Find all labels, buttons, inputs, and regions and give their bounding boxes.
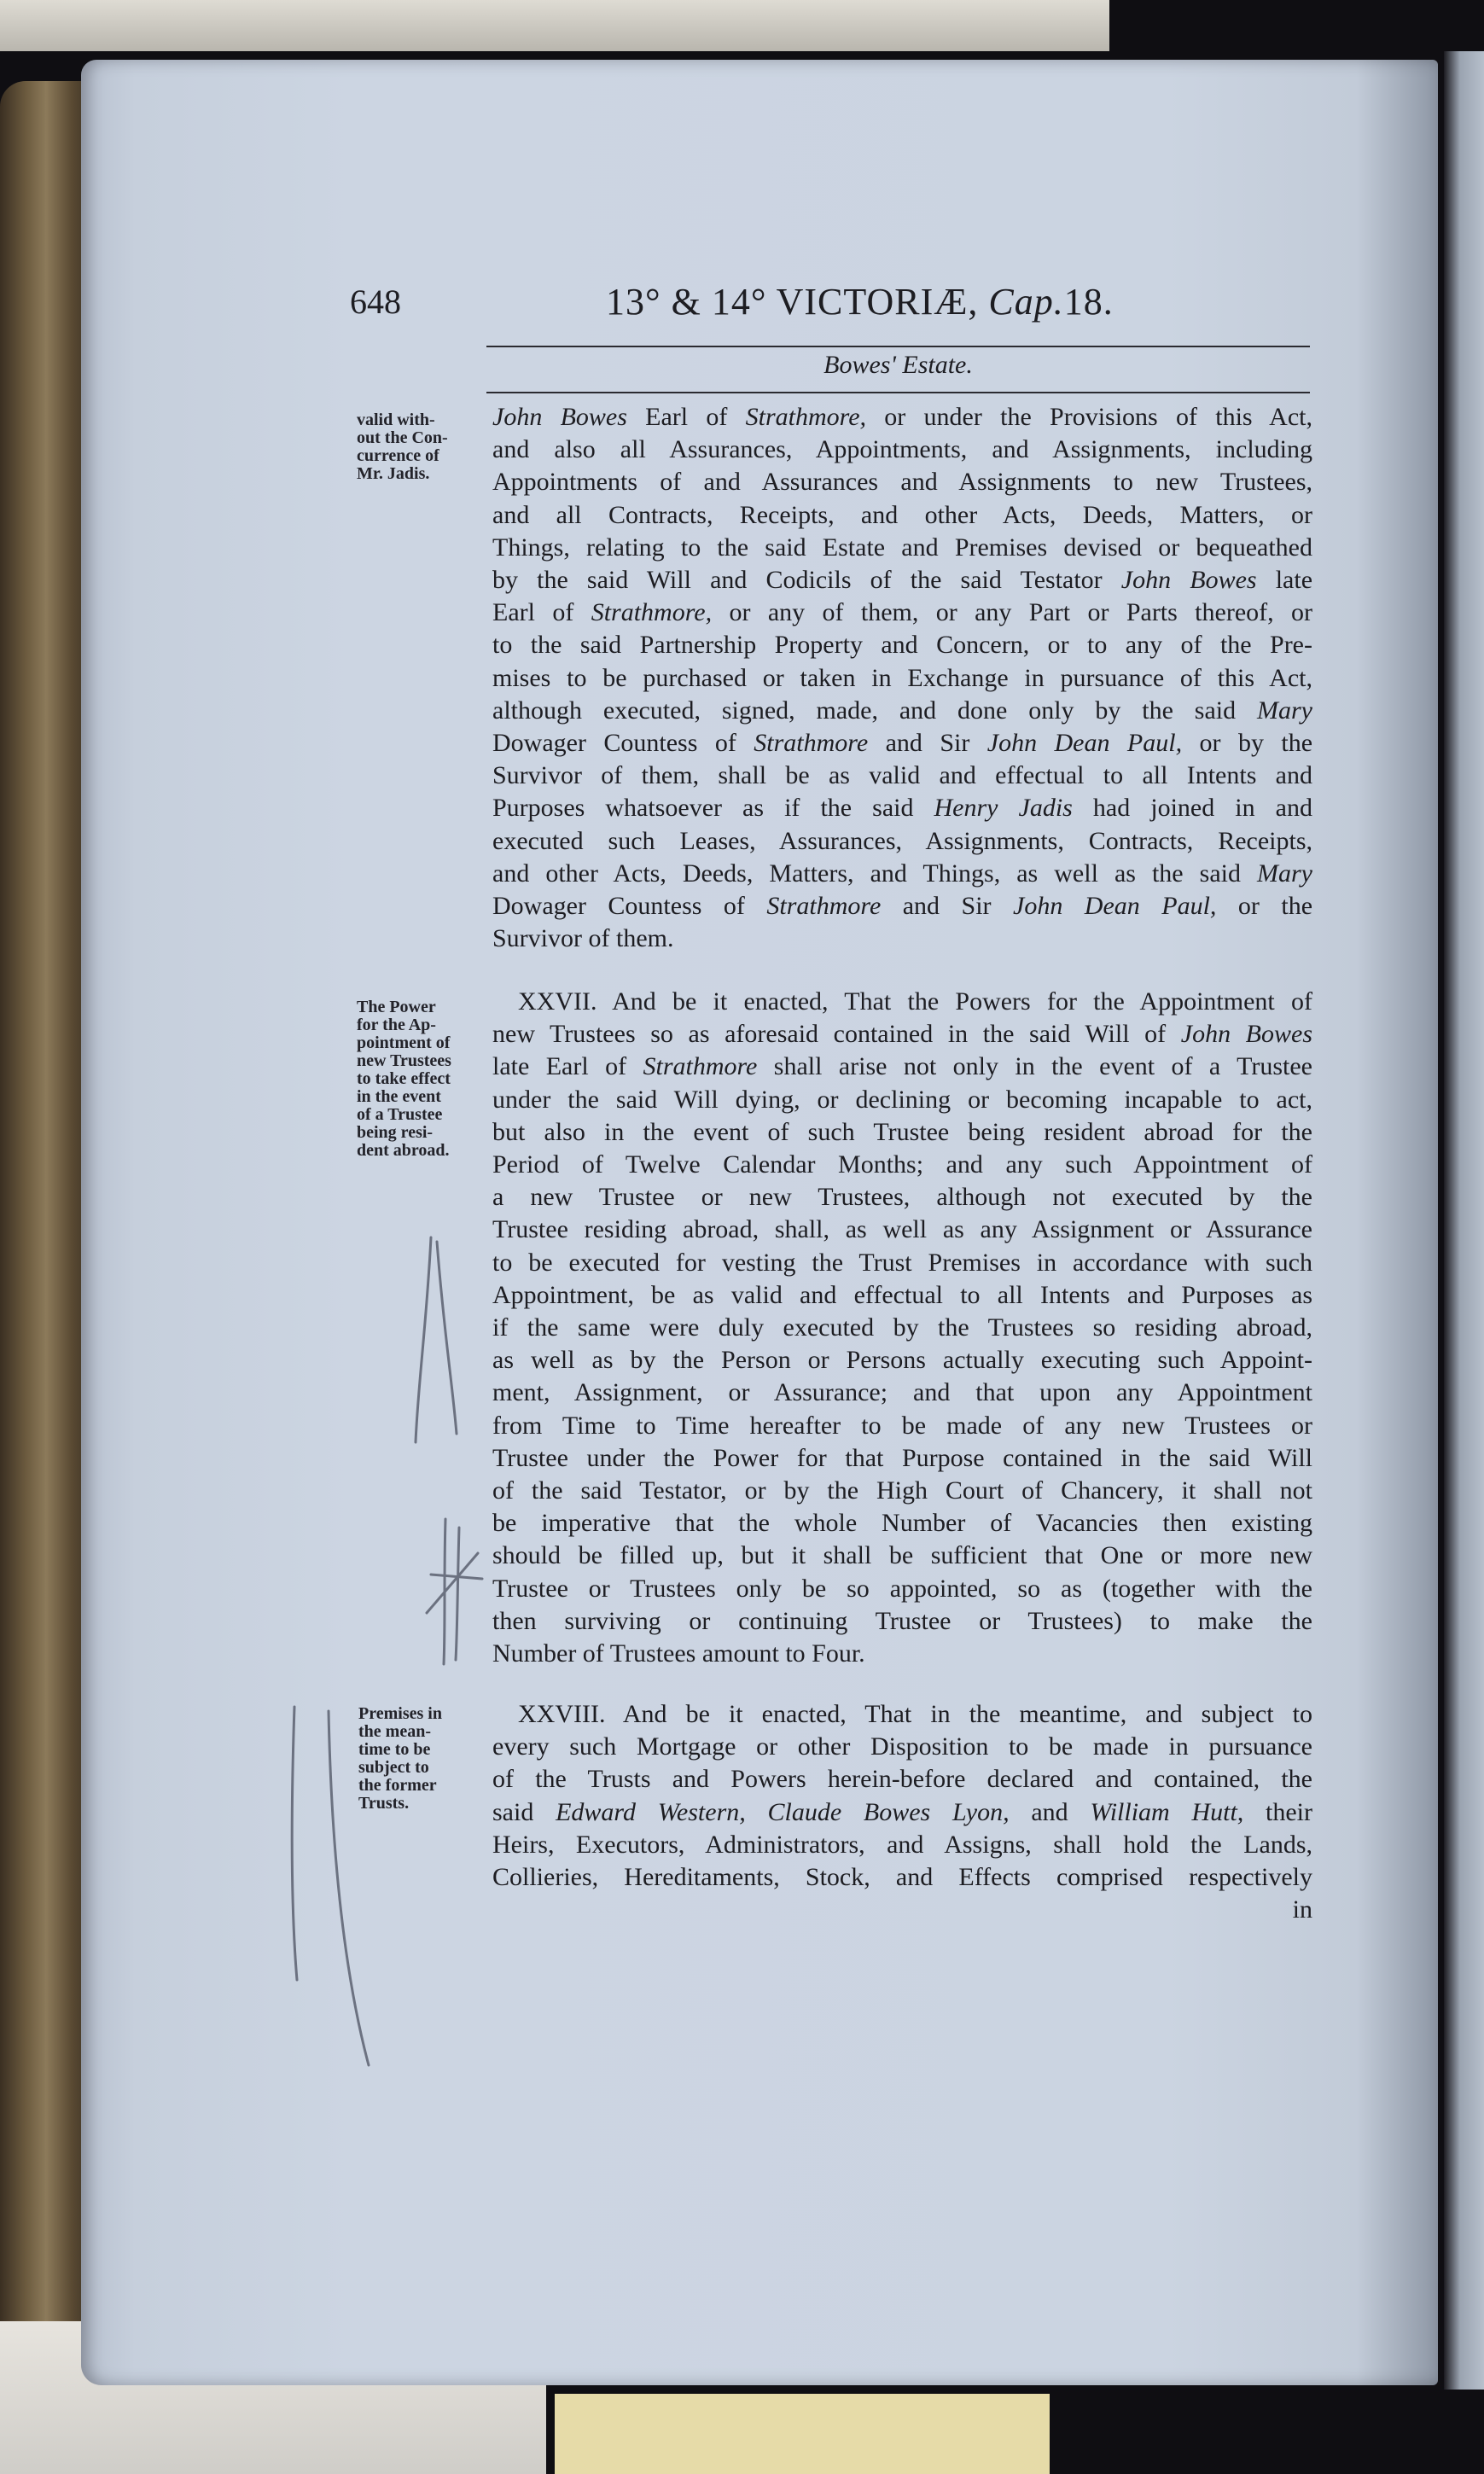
text-line: under the said Will dying, or declining or becoming incapable to act, [492, 1085, 1312, 1114]
margin-note-line: to take effect [357, 1069, 451, 1088]
text-line: Appointment, be as valid and effectual to all Intents and Purposes as [492, 1280, 1312, 1309]
pencil-stroke [292, 1707, 297, 1980]
italic-name: Edward Western, [556, 1797, 746, 1826]
text-line: Number of Trustees amount to Four. [492, 1639, 865, 1668]
text-line: XXVII. And be it enacted, That the Powers for the Appointment of [518, 987, 1312, 1016]
act-cap-label: Cap. [988, 281, 1064, 323]
text-segment: new Trustees so as aforesaid contained in the said Will of [492, 1020, 1181, 1049]
text-line: Period of Twelve Calendar Months; and any such Appointment of [492, 1150, 1312, 1179]
text-line: ment, Assignment, or Assurance; and that upon any Appointment [492, 1378, 1312, 1407]
pencil-stroke [427, 1553, 478, 1613]
text-segment: by the said Will and Codicils of the said Testator [492, 566, 1121, 595]
text-segment: Earl of [492, 598, 591, 627]
margin-note-line: The Power [357, 998, 436, 1016]
italic-name: Claude Bowes Lyon, [767, 1797, 1010, 1826]
text-line: Trustee under the Power for that Purpose contained in the said Will [492, 1443, 1312, 1472]
text-segment: Purposes whatsoever as if the said [492, 794, 934, 823]
page-number: 648 [350, 282, 401, 321]
margin-note-line: currence of [357, 446, 439, 465]
text-line: then surviving or continuing Trustee or Trustees) to make the [492, 1606, 1312, 1635]
text-segment: or under the Provisions of this Act, [866, 403, 1313, 431]
text-segment: and other Acts, Deeds, Matters, and Things, as well as the said [492, 859, 1258, 888]
text-segment: late [1256, 566, 1313, 595]
text-line: Survivor of them. [492, 924, 674, 953]
text-line: every such Mortgage or other Disposition to be made in pursuance [492, 1732, 1312, 1761]
italic-name: Henry Jadis [934, 794, 1073, 823]
margin-note-line: Trusts. [358, 1794, 410, 1813]
italic-name: John Bowes [492, 403, 627, 431]
text-line: mises to be purchased or taken in Exchange in pursuance of this Act, [492, 663, 1312, 692]
text-line: XXVIII. And be it enacted, That in the meantime, and subject to [518, 1700, 1312, 1728]
text-line: Collieries, Hereditaments, Stock, and Effects comprised respectively [492, 1863, 1312, 1892]
text-segment: and [1009, 1797, 1091, 1826]
margin-note-line: being resi- [357, 1123, 434, 1142]
text-segment: and Sir [881, 892, 1014, 921]
text-line: if the same were duly executed by the Trustees so residing abroad, [492, 1313, 1312, 1342]
margin-note-line: the mean- [358, 1722, 431, 1741]
text-line: Trustee residing abroad, shall, as well as any Assignment or Assurance [492, 1215, 1312, 1244]
text-segment: Earl of [626, 403, 746, 431]
pencil-stroke [416, 1237, 431, 1442]
text-segment: or any of them, or any Part or Parts thereof, or [712, 598, 1312, 627]
margin-note-line: dent abroad. [357, 1141, 450, 1160]
text-line: executed such Leases, Assurances, Assignments, Contracts, Receipts, [492, 826, 1312, 855]
text-line: and also all Assurances, Appointments, and Assignments, including [492, 435, 1312, 464]
pencil-stroke [456, 1528, 459, 1660]
italic-name: Mary [1257, 696, 1312, 725]
text-line: from Time to Time hereafter to be made of any new Trustees or [492, 1411, 1312, 1440]
text-line: Trustee or Trustees only be so appointed, so as (together with the [492, 1574, 1312, 1603]
text-segment: their [1243, 1797, 1313, 1826]
text-segment: and Sir [868, 729, 987, 758]
text-line: Survivor of them, shall be as valid and effectual to all Intents and [492, 761, 1312, 790]
italic-name: Mary [1257, 859, 1312, 888]
text-line: should be filled up, but it shall be sufficient that One or more new [492, 1541, 1312, 1570]
text-line: a new Trustee or new Trustees, although not executed by the [492, 1183, 1312, 1212]
text-segment: shall arise not only in the event of a Trustee [757, 1052, 1313, 1081]
margin-note-line: subject to [358, 1758, 429, 1777]
text-line: of the Trusts and Powers herein-before declared and contained, the [492, 1765, 1312, 1794]
text-segment: Dowager Countess of [492, 729, 754, 758]
text-line: as well as by the Person or Persons actually executing such Appoint- [492, 1346, 1312, 1375]
text-segment: had joined in and [1072, 794, 1312, 823]
italic-name: John Dean Paul, [1013, 892, 1217, 921]
text-line: of the said Testator, or by the High Court of Chancery, it shall not [492, 1476, 1312, 1505]
text-line: Appointments of and Assurances and Assignments to new Trustees, [492, 468, 1312, 497]
text-line: Heirs, Executors, Administrators, and Assigns, shall hold the Lands, [492, 1830, 1312, 1859]
margin-note-line: new Trustees [357, 1051, 451, 1070]
text-segment: although executed, signed, made, and done only by the said [492, 696, 1258, 725]
act-title-text: 13° & 14° VICTORIÆ, [606, 281, 979, 323]
text-line: but also in the event of such Trustee being resident abroad for the [492, 1117, 1312, 1146]
text-segment: Dowager Countess of [492, 892, 767, 921]
italic-name: John Bowes [1120, 566, 1257, 595]
text-line: and all Contracts, Receipts, and other Acts, Deeds, Matters, or [492, 500, 1312, 529]
italic-name: John Bowes [1180, 1020, 1312, 1049]
text-line: to be executed for vesting the Trust Premises in accordance with such [492, 1248, 1312, 1277]
text-segment: or the [1216, 892, 1313, 921]
text-line: in [1292, 1895, 1312, 1924]
running-head: Bowes' Estate. [823, 351, 973, 379]
margin-note-line: time to be [358, 1740, 431, 1759]
margin-note-line: for the Ap- [357, 1016, 436, 1034]
text-segment: or by the [1182, 729, 1313, 758]
text-line: be imperative that the whole Number of Vacancies then existing [492, 1509, 1312, 1538]
text-line: to the said Partnership Property and Concern, or to any of the Pre- [492, 631, 1312, 660]
margin-note-line: Premises in [358, 1704, 442, 1723]
margin-note-line: valid with- [357, 410, 435, 429]
italic-name: John Dean Paul, [986, 729, 1183, 758]
margin-note-line: in the event [357, 1087, 441, 1106]
italic-name: Strathmore [643, 1052, 758, 1081]
text-segment: said [492, 1797, 556, 1826]
italic-name: William Hutt, [1090, 1797, 1244, 1826]
italic-name: Strathmore, [591, 598, 713, 627]
act-cap-number: 18. [1063, 281, 1114, 323]
margin-note-line: of a Trustee [357, 1105, 443, 1124]
margin-note-line: the former [358, 1776, 437, 1795]
italic-name: Strathmore [766, 892, 882, 921]
italic-name: Strathmore, [745, 403, 867, 431]
text-segment: late Earl of [492, 1052, 643, 1081]
italic-name: Strathmore [754, 729, 869, 758]
margin-note-line: pointment of [357, 1033, 451, 1052]
pencil-stroke [329, 1711, 369, 2065]
text-line: Things, relating to the said Estate and Premises devised or bequeathed [492, 533, 1312, 562]
margin-note-line: Mr. Jadis. [357, 464, 430, 483]
pencil-stroke [437, 1242, 457, 1434]
margin-note-line: out the Con- [357, 428, 448, 447]
